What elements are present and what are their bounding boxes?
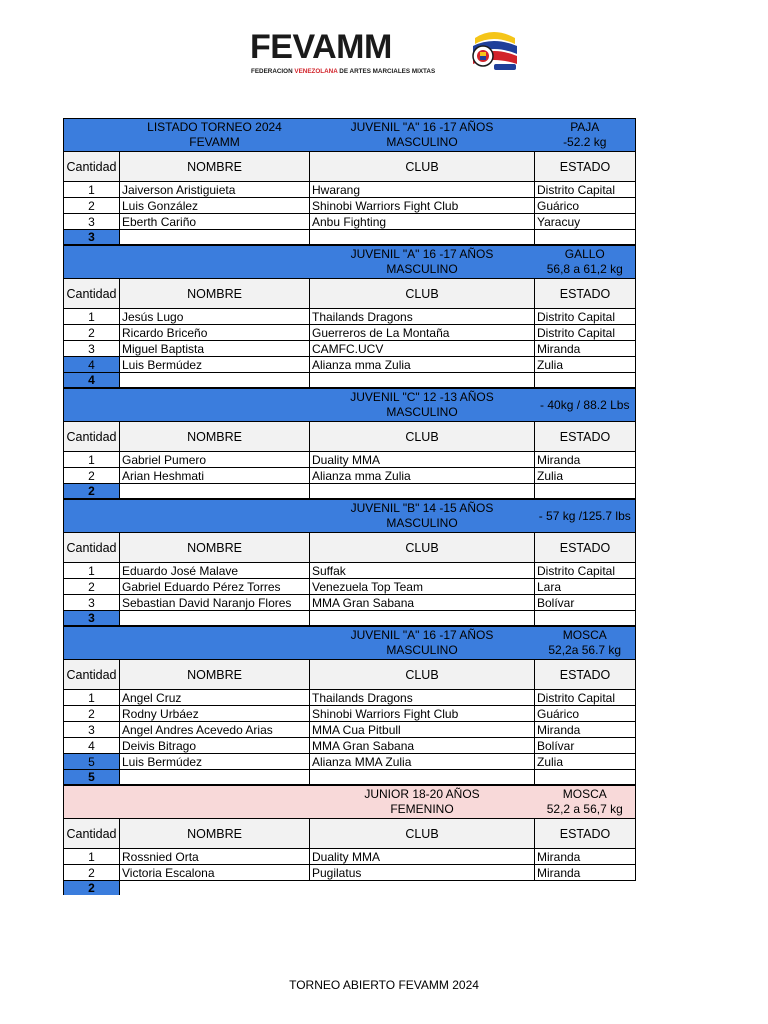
- row-nombre: Rossnied Orta: [120, 849, 310, 865]
- row-number: 2: [64, 325, 120, 341]
- section-total: 4: [64, 373, 120, 389]
- section-category: [310, 785, 535, 819]
- row-estado: Distrito Capital: [535, 309, 636, 325]
- total-blank-nombre: [120, 770, 310, 786]
- row-estado: Zulia: [535, 754, 636, 770]
- column-header-nombre: NOMBRE: [120, 152, 310, 182]
- logo-subtitle: [251, 68, 435, 75]
- section-weight-line2: 52,2 a 56,7 kg: [546, 802, 623, 816]
- section-category-line1: JUVENIL "C" 12 -13 AÑOS: [350, 390, 494, 404]
- row-nombre: Angel Cruz: [120, 690, 310, 706]
- section-total: 2: [64, 881, 120, 896]
- table-row: [64, 722, 636, 738]
- section-total: 3: [64, 611, 120, 627]
- row-nombre: Luis Bermúdez: [120, 754, 310, 770]
- row-nombre: Eberth Cariño: [120, 214, 310, 230]
- table-row: [64, 309, 636, 325]
- total-blank-nombre: [120, 611, 310, 627]
- column-header-cantidad: Cantidad: [64, 279, 120, 309]
- column-header-estado: ESTADO: [535, 279, 636, 309]
- table-row: [64, 452, 636, 468]
- section-title: [120, 785, 310, 819]
- section-weight-line2: 52,2a 56.7 kg: [548, 643, 622, 657]
- row-club: Hwarang: [310, 182, 535, 198]
- column-header-club: CLUB: [310, 533, 535, 563]
- column-header-club: CLUB: [310, 152, 535, 182]
- row-estado: Guárico: [535, 198, 636, 214]
- row-nombre: Deivis Bitrago: [120, 738, 310, 754]
- row-nombre: Gabriel Pumero: [120, 452, 310, 468]
- section-category-line1: JUNIOR 18-20 AÑOS: [364, 787, 480, 801]
- row-club: Alianza mma Zulia: [310, 468, 535, 484]
- row-club: CAMFC.UCV: [310, 341, 535, 357]
- total-blank-club: [310, 770, 535, 786]
- column-header-nombre: NOMBRE: [120, 819, 310, 849]
- row-nombre: Eduardo José Malave: [120, 563, 310, 579]
- column-header-cantidad: Cantidad: [64, 819, 120, 849]
- section-header: [64, 119, 636, 152]
- column-header-row: [64, 152, 636, 182]
- section-category: [310, 245, 535, 279]
- table-row: [64, 214, 636, 230]
- table-row: [64, 849, 636, 865]
- section-category-line2: MASCULINO: [386, 405, 458, 419]
- section-weight: [535, 119, 636, 152]
- row-nombre: Miguel Baptista: [120, 341, 310, 357]
- section-category-line1: JUVENIL "B" 14 -15 AÑOS: [350, 501, 494, 515]
- row-number: 2: [64, 579, 120, 595]
- section-title-line1: LISTADO TORNEO 2024: [147, 120, 282, 134]
- row-club: Venezuela Top Team: [310, 579, 535, 595]
- section-total-row: [64, 484, 636, 500]
- row-estado: Guárico: [535, 706, 636, 722]
- column-header-nombre: NOMBRE: [120, 660, 310, 690]
- table-row: [64, 579, 636, 595]
- section-header-blank: [64, 626, 120, 660]
- fevamm-logo: [250, 26, 520, 80]
- section-total: 3: [64, 230, 120, 246]
- row-club: Alianza MMA Zulia: [310, 754, 535, 770]
- section-category: [310, 119, 535, 152]
- row-club: Thailands Dragons: [310, 309, 535, 325]
- total-blank-nombre: [120, 484, 310, 500]
- section-category-line1: JUVENIL "A" 16 -17 AÑOS: [350, 247, 494, 261]
- section-header-blank: [64, 245, 120, 279]
- section-weight: [535, 499, 636, 533]
- row-number: 1: [64, 563, 120, 579]
- table-row: [64, 706, 636, 722]
- total-blank-nombre: [120, 230, 310, 246]
- total-spacer: [120, 881, 636, 896]
- section-total-row: [64, 373, 636, 389]
- section-weight-line1: GALLO: [564, 247, 605, 261]
- row-estado: Distrito Capital: [535, 325, 636, 341]
- table-row: [64, 468, 636, 484]
- section-header-blank: [64, 499, 120, 533]
- section-category-line2: MASCULINO: [386, 135, 458, 149]
- row-estado: Lara: [535, 579, 636, 595]
- row-club: Shinobi Warriors Fight Club: [310, 198, 535, 214]
- section-weight-line1: - 40kg / 88.2 Lbs: [540, 397, 630, 412]
- row-estado: Zulia: [535, 468, 636, 484]
- column-header-nombre: NOMBRE: [120, 533, 310, 563]
- section-category-line2: MASCULINO: [386, 643, 458, 657]
- section-total-row: [64, 611, 636, 627]
- row-estado: Zulia: [535, 357, 636, 373]
- column-header-row: [64, 279, 636, 309]
- section-total: 5: [64, 770, 120, 786]
- row-estado: Bolívar: [535, 738, 636, 754]
- total-blank-club: [310, 484, 535, 500]
- column-header-club: CLUB: [310, 660, 535, 690]
- column-header-estado: ESTADO: [535, 819, 636, 849]
- table-row: [64, 754, 636, 770]
- column-header-club: CLUB: [310, 279, 535, 309]
- total-blank-estado: [535, 770, 636, 786]
- column-header-nombre: NOMBRE: [120, 422, 310, 452]
- section-total-row: [64, 770, 636, 786]
- venezuela-emblem-icon: [463, 28, 519, 78]
- row-club: Anbu Fighting: [310, 214, 535, 230]
- row-nombre: Jaiverson Aristiguieta: [120, 182, 310, 198]
- row-number: 1: [64, 309, 120, 325]
- row-club: Shinobi Warriors Fight Club: [310, 706, 535, 722]
- section-header-blank: [64, 119, 120, 152]
- row-number: 2: [64, 865, 120, 881]
- section-title: [120, 388, 310, 422]
- table-row: [64, 690, 636, 706]
- table-row: [64, 563, 636, 579]
- row-estado: Distrito Capital: [535, 563, 636, 579]
- section-weight: [535, 245, 636, 279]
- column-header-row: [64, 533, 636, 563]
- section-weight-line1: MOSCA: [562, 787, 607, 801]
- logo-subtitle-part1: FEDERACION: [251, 68, 295, 75]
- logo-subtitle-red: VENEZOLANA: [294, 68, 338, 75]
- total-blank-club: [310, 230, 535, 246]
- section-category-line1: JUVENIL "A" 16 -17 AÑOS: [350, 628, 494, 642]
- table-row: [64, 738, 636, 754]
- row-number: 3: [64, 341, 120, 357]
- section-weight-line1: - 57 kg /125.7 lbs: [538, 508, 631, 523]
- row-nombre: Sebastian David Naranjo Flores: [120, 595, 310, 611]
- section-total-row: [64, 881, 636, 896]
- table-row: [64, 325, 636, 341]
- row-nombre: Arian Heshmati: [120, 468, 310, 484]
- row-club: Alianza mma Zulia: [310, 357, 535, 373]
- total-blank-club: [310, 373, 535, 389]
- table-row: [64, 341, 636, 357]
- row-number: 3: [64, 722, 120, 738]
- row-nombre: Rodny Urbáez: [120, 706, 310, 722]
- section-weight: [535, 626, 636, 660]
- column-header-cantidad: Cantidad: [64, 422, 120, 452]
- section-header: [64, 388, 636, 422]
- total-blank-estado: [535, 230, 636, 246]
- section-category-line2: MASCULINO: [386, 262, 458, 276]
- section-title: [120, 245, 310, 279]
- row-club: Duality MMA: [310, 849, 535, 865]
- tournament-table: [63, 118, 636, 895]
- total-blank-club: [310, 611, 535, 627]
- section-weight-line1: PAJA: [570, 120, 600, 134]
- table-row: [64, 595, 636, 611]
- row-estado: Distrito Capital: [535, 690, 636, 706]
- row-estado: Miranda: [535, 722, 636, 738]
- column-header-estado: ESTADO: [535, 152, 636, 182]
- row-number: 3: [64, 214, 120, 230]
- column-header-cantidad: Cantidad: [64, 660, 120, 690]
- row-number: 3: [64, 595, 120, 611]
- row-nombre: Angel Andres Acevedo Arias: [120, 722, 310, 738]
- row-club: Guerreros de La Montaña: [310, 325, 535, 341]
- table-row: [64, 198, 636, 214]
- section-category: [310, 626, 535, 660]
- row-club: Thailands Dragons: [310, 690, 535, 706]
- section-category-line2: FEMENINO: [390, 802, 454, 816]
- table-row: [64, 357, 636, 373]
- column-header-row: [64, 422, 636, 452]
- row-estado: Miranda: [535, 849, 636, 865]
- section-header-blank: [64, 388, 120, 422]
- row-number: 1: [64, 182, 120, 198]
- section-header: [64, 245, 636, 279]
- section-header: [64, 499, 636, 533]
- section-category-line1: JUVENIL "A" 16 -17 AÑOS: [350, 120, 494, 134]
- logo-subtitle-part2: DE ARTES MARCIALES MIXTAS: [337, 68, 436, 75]
- total-blank-estado: [535, 611, 636, 627]
- row-number: 4: [64, 357, 120, 373]
- row-number: 2: [64, 468, 120, 484]
- row-club: Pugilatus: [310, 865, 535, 881]
- total-blank-nombre: [120, 373, 310, 389]
- column-header-cantidad: Cantidad: [64, 152, 120, 182]
- section-header-blank: [64, 785, 120, 819]
- row-nombre: Luis González: [120, 198, 310, 214]
- section-weight-line2: -52.2 kg: [563, 135, 607, 149]
- column-header-cantidad: Cantidad: [64, 533, 120, 563]
- section-weight: [535, 785, 636, 819]
- row-estado: Miranda: [535, 341, 636, 357]
- section-title-line2: FEVAMM: [189, 135, 240, 149]
- column-header-estado: ESTADO: [535, 422, 636, 452]
- column-header-nombre: NOMBRE: [120, 279, 310, 309]
- row-estado: Miranda: [535, 865, 636, 881]
- page-footer: TORNEO ABIERTO FEVAMM 2024: [289, 978, 479, 992]
- section-category: [310, 499, 535, 533]
- section-category: [310, 388, 535, 422]
- section-weight-line2: 56,8 a 61,2 kg: [546, 262, 623, 276]
- column-header-row: [64, 819, 636, 849]
- column-header-club: CLUB: [310, 422, 535, 452]
- row-nombre: Jesús Lugo: [120, 309, 310, 325]
- row-nombre: Gabriel Eduardo Pérez Torres: [120, 579, 310, 595]
- section-category-line2: MASCULINO: [386, 516, 458, 530]
- logo-wordmark: FEVAMM: [250, 28, 392, 66]
- row-estado: Miranda: [535, 452, 636, 468]
- column-header-estado: ESTADO: [535, 533, 636, 563]
- row-club: MMA Gran Sabana: [310, 595, 535, 611]
- column-header-club: CLUB: [310, 819, 535, 849]
- row-number: 2: [64, 706, 120, 722]
- row-number: 4: [64, 738, 120, 754]
- table-row: [64, 182, 636, 198]
- row-number: 1: [64, 849, 120, 865]
- row-estado: Distrito Capital: [535, 182, 636, 198]
- table-row: [64, 865, 636, 881]
- section-header: [64, 785, 636, 819]
- section-weight: [535, 388, 636, 422]
- row-number: 5: [64, 754, 120, 770]
- section-total-row: [64, 230, 636, 246]
- column-header-estado: ESTADO: [535, 660, 636, 690]
- row-estado: Bolívar: [535, 595, 636, 611]
- row-number: 1: [64, 452, 120, 468]
- total-blank-estado: [535, 373, 636, 389]
- row-nombre: Ricardo Briceño: [120, 325, 310, 341]
- section-total: 2: [64, 484, 120, 500]
- row-club: Duality MMA: [310, 452, 535, 468]
- row-club: MMA Cua Pitbull: [310, 722, 535, 738]
- tournament-sheet: [63, 118, 635, 895]
- row-club: Suffak: [310, 563, 535, 579]
- section-weight-line1: MOSCA: [562, 628, 607, 642]
- row-club: MMA Gran Sabana: [310, 738, 535, 754]
- column-header-row: [64, 660, 636, 690]
- row-nombre: Victoria Escalona: [120, 865, 310, 881]
- section-title: [120, 499, 310, 533]
- section-header: [64, 626, 636, 660]
- total-blank-estado: [535, 484, 636, 500]
- row-nombre: Luis Bermúdez: [120, 357, 310, 373]
- section-title: [120, 626, 310, 660]
- row-number: 2: [64, 198, 120, 214]
- row-number: 1: [64, 690, 120, 706]
- section-title: [120, 119, 310, 152]
- row-estado: Yaracuy: [535, 214, 636, 230]
